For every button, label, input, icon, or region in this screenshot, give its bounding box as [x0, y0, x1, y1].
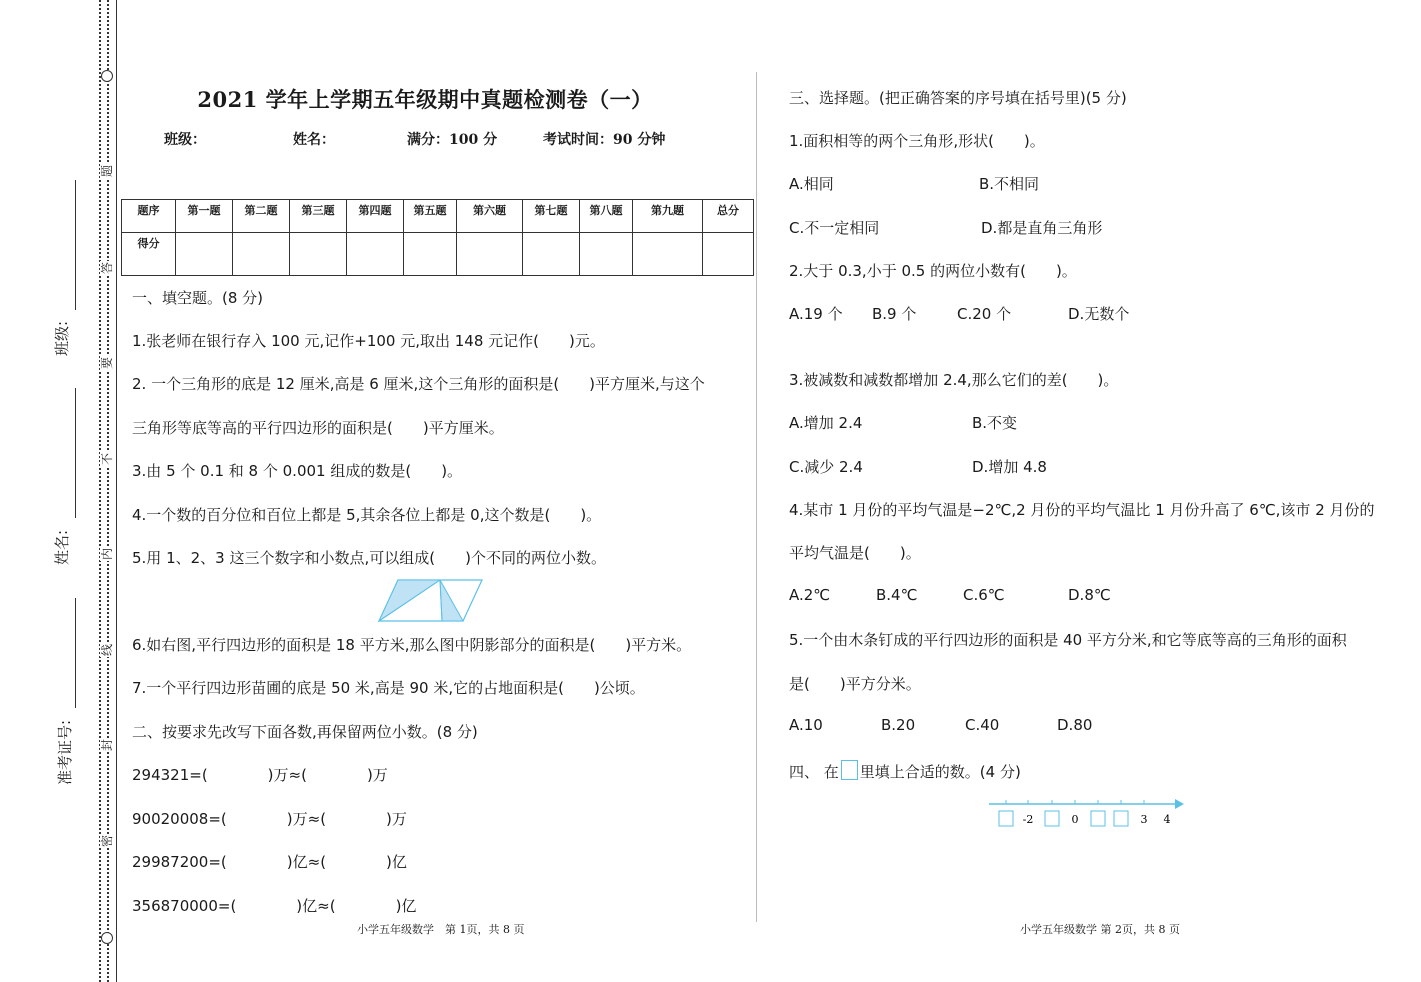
option: A.2℃ [789, 586, 831, 604]
score-header-cell: 第九题 [633, 200, 703, 233]
arrow-head-icon [1175, 799, 1184, 809]
shaded-triangle [440, 580, 463, 621]
margin-rule [116, 0, 117, 982]
option: B.9 个 [872, 305, 917, 323]
rewrite-item: 294321=( )万≈( )万 [132, 766, 388, 784]
score-input-cell[interactable] [703, 233, 754, 276]
score-header-cell: 第六题 [457, 200, 523, 233]
question-text: 5.用 1、2、3 这三个数字和小数点,可以组成( )个不同的两位小数。 [132, 549, 606, 567]
section-title: 三、选择题。(把正确答案的序号填在括号里)(5 分) [789, 89, 1127, 107]
question-text: 3.被减数和减数都增加 2.4,那么它们的差( )。 [789, 371, 1119, 389]
binding-margin [0, 0, 122, 982]
class-label: 班级: [53, 320, 72, 357]
option: C.6℃ [963, 586, 1005, 604]
answer-box [1045, 811, 1059, 826]
question-text: 1.张老师在银行存入 100 元,记作+100 元,取出 148 元记作( )元。 [132, 332, 605, 350]
option: D.无数个 [1068, 305, 1130, 323]
score-header-cell: 题序 [122, 200, 176, 233]
question-text: 4.一个数的百分位和百位上都是 5,其余各位上都是 0,这个数是( )。 [132, 506, 602, 524]
question-text: 2.大于 0.3,小于 0.5 的两位小数有( )。 [789, 262, 1077, 280]
rewrite-item: 356870000=( )亿≈( )亿 [132, 897, 417, 915]
score-input-cell[interactable] [633, 233, 703, 276]
answer-box [999, 811, 1013, 826]
tick-label: -2 [1022, 813, 1034, 826]
option: B.20 [881, 716, 916, 734]
score-header-cell: 第五题 [404, 200, 457, 233]
fill-line [75, 180, 76, 310]
score-header-cell: 第一题 [176, 200, 233, 233]
score-table [121, 199, 754, 276]
option: C.20 个 [957, 305, 1012, 323]
option: A.19 个 [789, 305, 843, 323]
section-title: 二、按要求先改写下面各数,再保留两位小数。(8 分) [132, 723, 478, 741]
binding-word: 线 [100, 644, 114, 657]
score-input-cell[interactable] [523, 233, 580, 276]
rewrite-item: 90020008=( )万≈( )万 [132, 810, 407, 828]
option: C.不一定相同 [789, 219, 880, 237]
score-header-cell: 第七题 [523, 200, 580, 233]
score-header-cell: 第八题 [580, 200, 633, 233]
blank-box-icon [841, 760, 858, 780]
parallelogram-figure [370, 575, 490, 627]
score-header-cell: 第二题 [233, 200, 290, 233]
answer-box [1091, 811, 1105, 826]
section-title-part: 四、 在 [789, 763, 839, 781]
question-text: 3.由 5 个 0.1 和 8 个 0.001 组成的数是( )。 [132, 462, 463, 480]
option: C.减少 2.4 [789, 458, 863, 476]
score-input-cell[interactable] [347, 233, 404, 276]
option: A.10 [789, 716, 823, 734]
answer-box [1114, 811, 1128, 826]
exam-time: 考试时间：90 分钟 [543, 132, 666, 148]
binding-word: 不 [100, 453, 114, 466]
score-header-cell: 总分 [703, 200, 754, 233]
binding-word: 要 [100, 357, 114, 370]
rewrite-item: 29987200=( )亿≈( )亿 [132, 853, 407, 871]
score-input-cell[interactable] [580, 233, 633, 276]
page-title: 2021 学年上学期五年级期中真题检测卷（一） [197, 87, 653, 112]
binding-word: 密 [100, 835, 114, 848]
name-field-label: 姓名： [293, 132, 335, 148]
question-text: 1.面积相等的两个三角形,形状( )。 [789, 132, 1045, 150]
binding-word: 内 [100, 548, 114, 561]
name-label: 姓名: [53, 529, 72, 566]
option: D.都是直角三角形 [981, 219, 1103, 237]
option: B.不变 [972, 414, 1018, 432]
page-footer-right: 小学五年级数学 第 2页，共 8 页 [1020, 923, 1180, 936]
column-divider [756, 72, 757, 922]
binding-hole-icon [101, 932, 113, 944]
question-text: 2. 一个三角形的底是 12 厘米,高是 6 厘米,这个三角形的面积是( )平方厘米,与这个 [132, 375, 705, 393]
fill-line [75, 598, 76, 708]
score-input-cell[interactable] [233, 233, 290, 276]
fill-line [75, 388, 76, 518]
score-input-cell[interactable] [290, 233, 347, 276]
option: A.增加 2.4 [789, 414, 863, 432]
question-text: 6.如右图,平行四边形的面积是 18 平方米,那么图中阴影部分的面积是( )平方米。 [132, 636, 692, 654]
score-header-cell: 第四题 [347, 200, 404, 233]
option: D.8℃ [1068, 586, 1111, 604]
binding-word: 答 [100, 262, 114, 275]
binding-word: 封 [100, 739, 114, 752]
score-row-label: 得分 [122, 233, 176, 276]
score-input-cell[interactable] [457, 233, 523, 276]
option: B.不相同 [979, 175, 1040, 193]
option: A.相同 [789, 175, 834, 193]
question-text: 7.一个平行四边形苗圃的底是 50 米,高是 90 米,它的占地面积是( )公顷。 [132, 679, 645, 697]
score-header-cell: 第三题 [290, 200, 347, 233]
tick-label: 4 [1163, 813, 1171, 826]
full-score: 满分：100 分 [407, 132, 498, 148]
option: D.80 [1057, 716, 1093, 734]
binding-word: 题 [100, 165, 114, 178]
section-title: 一、填空题。(8 分) [132, 289, 264, 307]
binding-hole-icon [101, 70, 113, 82]
section-title-part: 里填上合适的数。(4 分) [859, 763, 1021, 781]
exam-number-label: 准考证号: [56, 719, 75, 786]
question-text: 5.一个由木条钉成的平行四边形的面积是 40 平方分米,和它等底等高的三角形的面积 [789, 631, 1347, 649]
option: C.40 [965, 716, 1000, 734]
question-text: 4.某市 1 月份的平均气温是−2℃,2 月份的平均气温比 1 月份升高了 6℃,该市 2 月份的 [789, 501, 1375, 519]
option: B.4℃ [876, 586, 918, 604]
question-text: 是( )平方分米。 [789, 675, 921, 693]
section-title [789, 760, 1021, 782]
number-line [985, 795, 1190, 831]
option: D.增加 4.8 [972, 458, 1047, 476]
question-text: 平均气温是( )。 [789, 544, 921, 562]
score-input-cell[interactable] [404, 233, 457, 276]
score-input-cell[interactable] [176, 233, 233, 276]
page-footer-left: 小学五年级数学 第 1页，共 8 页 [357, 923, 525, 936]
class-field-label: 班级： [164, 132, 206, 148]
tick-label: 0 [1071, 813, 1079, 826]
question-text: 三角形等底等高的平行四边形的面积是( )平方厘米。 [132, 419, 504, 437]
tick-label: 3 [1140, 813, 1148, 826]
